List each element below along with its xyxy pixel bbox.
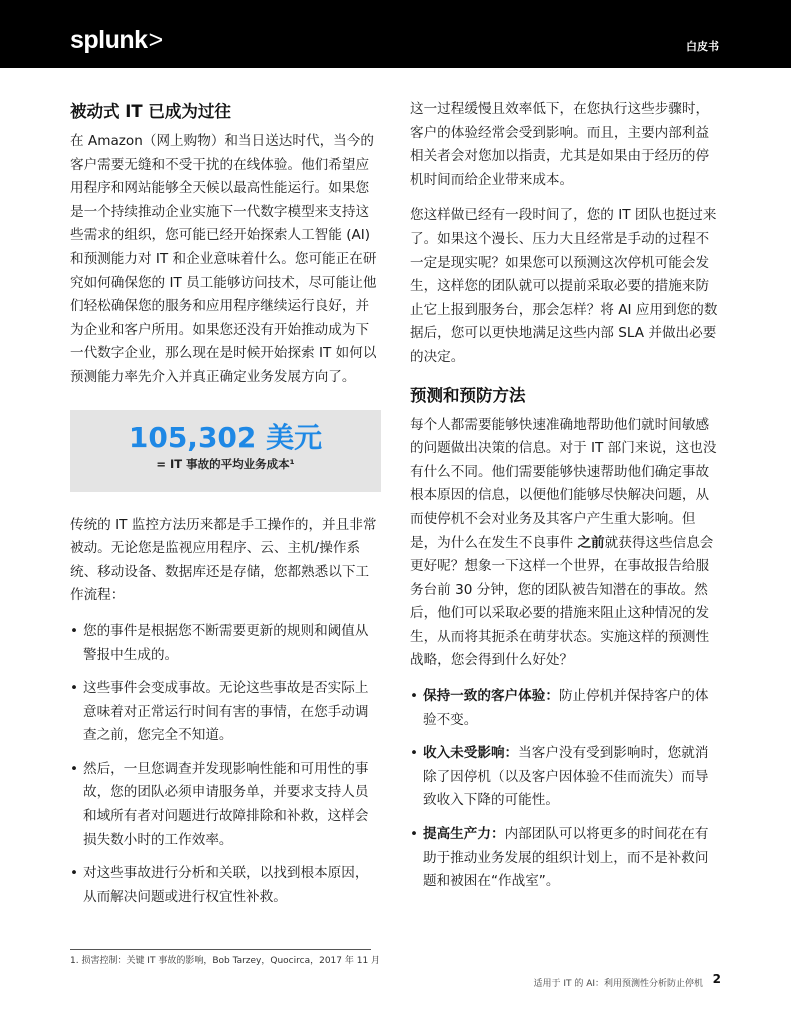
- list-item: [70, 758, 381, 852]
- benefit-text: 当客户没有受到影响时，您就消除了因停机（以及客户因体验不佳而流失）而导致收入下降的可能性。: [423, 745, 709, 809]
- stat-value: 105,302 美元: [128, 420, 323, 454]
- benefits-list: [410, 685, 720, 894]
- workflow-list: [70, 620, 381, 910]
- left-column: [70, 98, 381, 919]
- logo-chevron-icon: >: [148, 26, 163, 54]
- list-item: [70, 677, 381, 748]
- benefit-title: 保持一致的客户体验：: [423, 688, 559, 705]
- right-column: [410, 98, 720, 904]
- document-type-label: 白皮书: [686, 40, 719, 53]
- list-item: [70, 862, 381, 909]
- predictive-text-start: 每个人都需要能够快速准确地帮助他们就时间敏感的问题做出决策的信息。对于 IT 部门来说，这也没有什么不同。他们需要能够快速帮助他们确定事故根本原因的信息，以便他们能够尽快解决问题，从而使停机不会对业务及其客户产生重大影响。但是，为什么在发生不良事件: [410, 416, 717, 551]
- page-header: [0, 0, 791, 68]
- benefit-text: 防止停机并保持客户的体验不变。: [423, 688, 709, 728]
- footer-title: 适用于 IT 的 AI：利用预测性分析防止停机: [533, 979, 703, 989]
- section-heading-reactive-it: 被动式 IT 已成为过往: [70, 102, 231, 121]
- list-item-text: 您的事件是根据您不断需要更新的规则和阈值从警报中生成的。: [83, 622, 369, 663]
- traditional-monitoring-paragraph: 传统的 IT 监控方法历来都是手工操作的，并且非常被动。无论您是监视应用程序、云、主机/操作系统、移动设备、数据库还是存储，您都熟悉以下工作流程：: [70, 516, 377, 604]
- benefit-title: 收入未受影响：: [423, 745, 519, 762]
- bullet-icon: •: [70, 865, 79, 882]
- list-item: [410, 823, 720, 894]
- predictive-text-emphasis: 之前: [577, 534, 605, 551]
- section-heading-predict-prevent: 预测和预防方法: [410, 385, 526, 405]
- benefit-text: 内部团队可以将更多的时间花在有助于推动业务发展的组织计划上，而不是补救问题和被困在“作战室”。: [423, 826, 709, 890]
- list-item-text: 对这些事故进行分析和关联，以找到根本原因，从而解决问题或进行权宜性补救。: [83, 865, 369, 905]
- list-item-text: 然后，一旦您调查并发现影响性能和可用性的事故，您的团队必须申请服务单，并要求支持人员和域所有者对问题进行故障排除和补救，这样会损失数小时的工作效率。: [83, 760, 369, 848]
- bullet-icon: •: [410, 688, 419, 705]
- list-item-text: 这些事件会变成事故。无论这些事故是否实际上意味着对正常运行时间有害的事情，在您手动调查之前，您完全不知道。: [83, 680, 369, 744]
- benefit-title: 提高生产力：: [423, 826, 505, 843]
- intro-paragraph: 在 Amazon（网上购物）和当日送达时代，当今的客户需要无缝和不受干扰的在线体验。他们希望应用程序和网站能够全天候以最高性能运行。如果您是一个持续推动企业实施下一代数字模型来支持这些需求的组织，您可能已经开始探索人工智能 (AI) 和预测能力对 IT 和企业意味着什么。您可能正在研究如何确保您的 IT 员工能够访问技术，尽可能让他们轻松确保您的服务和应用程序继续运行良好，并为企业和客户所用。如果您还没有开始推动成为下一代数字企业，那么现在是时候开始探索 IT 如何以预测能力率先介入并真正确定业务发展方向了。: [70, 133, 377, 385]
- bullet-icon: •: [410, 745, 419, 762]
- footnote-divider: [70, 949, 371, 950]
- page-number: 2: [712, 972, 721, 986]
- bullet-icon: •: [70, 622, 79, 639]
- predictive-text-end: 就获得这些信息会更好呢？想象一下这样一个世界，在事故报告给服务台前 30 分钟，您的团队被告知潜在的事故。然后，他们可以采取必要的措施来阻止这种情况的发生，从而将其扼杀在萌芽状态。实施这样的预测性战略，您会得到什么好处？: [410, 534, 714, 669]
- stat-label: = IT 事故的平均业务成本¹: [156, 456, 295, 471]
- logo-text: splunk: [70, 26, 148, 54]
- list-item: [410, 685, 720, 732]
- bullet-icon: •: [70, 760, 79, 777]
- splunk-logo: [70, 26, 163, 55]
- bullet-icon: •: [410, 826, 419, 843]
- list-item: [410, 742, 720, 813]
- list-item: [70, 620, 381, 667]
- stat-callout: [70, 410, 381, 492]
- predictive-paragraph: [410, 414, 720, 674]
- footnote: 1. 损害控制：关键 IT 事故的影响，Bob Tarzey，Quocirca，2017 年 11 月: [70, 956, 381, 966]
- bullet-icon: •: [70, 680, 79, 697]
- process-paragraph: 这一过程缓慢且效率低下，在您执行这些步骤时，客户的体验经常会受到影响。而且，主要内部利益相关者会对您加以指责，尤其是如果由于经历的停机时间而给企业带来成本。: [410, 101, 710, 188]
- manual-process-paragraph: 您这样做已经有一段时间了，您的 IT 团队也挺过来了。如果这个漫长、压力大且经常是手动的过程不一定是现实呢？如果您可以预测这次停机可能会发生，这样您的团队就可以提前采取必要的措施来防止它上报到服务台，那会怎样？将 AI 应用到您的数据后，您可以更快地满足这些内部 SLA 并做出必要的决定。: [410, 207, 718, 365]
